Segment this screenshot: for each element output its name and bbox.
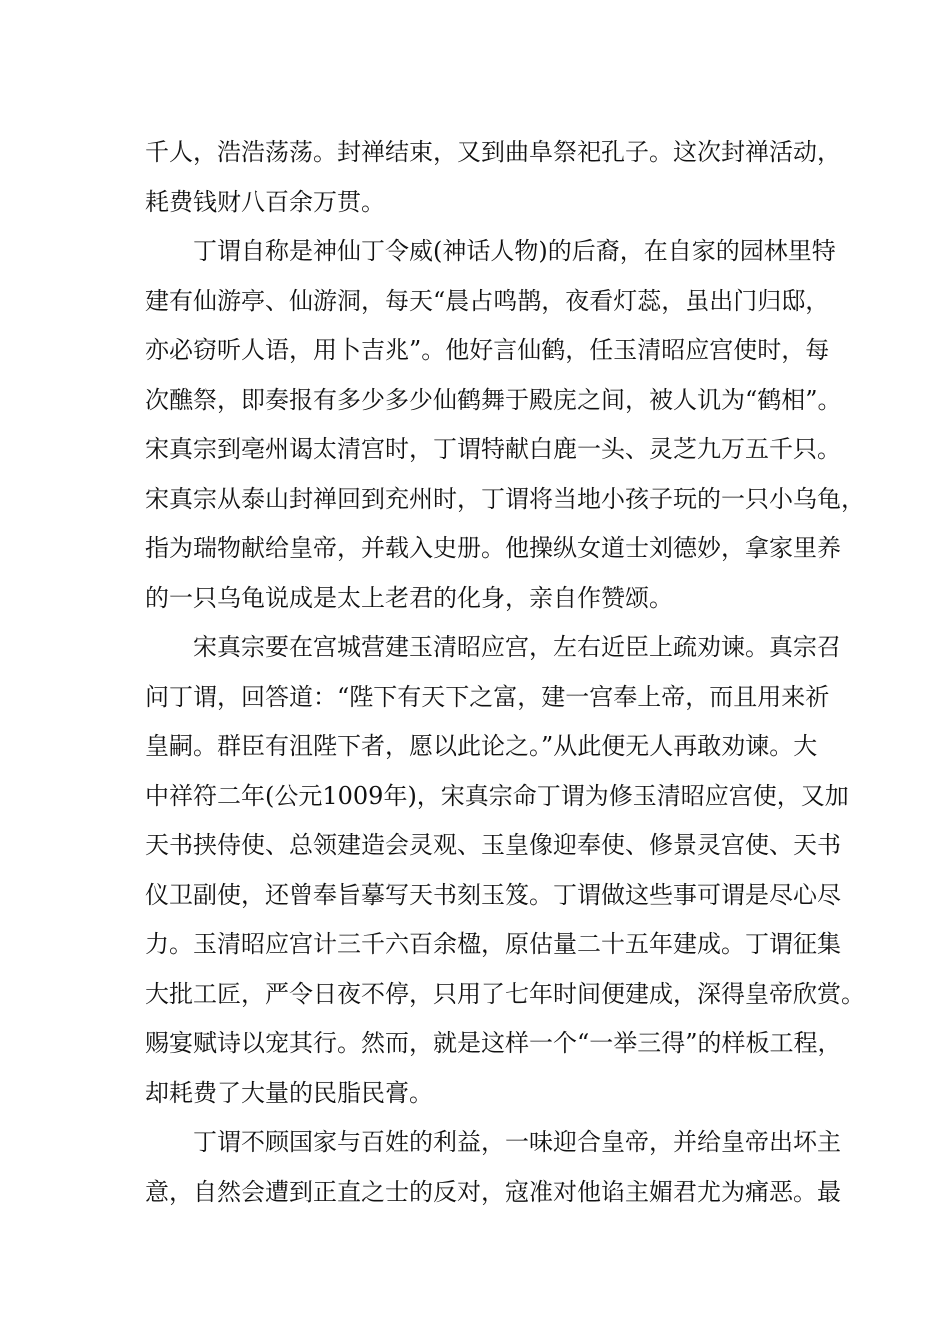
text-line: 宋真宗要在宫城营建玉清昭应宫，左右近臣上疏劝谏。真宗召 [193,633,841,661]
text-line: 问丁谓，回答道：“陛下有天下之富，建一宫奉上帝，而且用来祈 [145,682,830,711]
document-body [145,128,865,1217]
text-line: 宋真宗从泰山封禅回到充州时，丁谓将当地小孩子玩的一只小乌龟， [145,484,865,513]
text-line: 宋真宗到亳州谒太清宫时，丁谓特献白鹿一头、灵芝九万五千只。 [145,435,841,463]
text-line: 天书挟侍使、总领建造会灵观、玉皇像迎奉使、修景灵宫使、天书 [145,831,841,859]
text-line: 耗费钱财八百余万贯。 [145,187,385,216]
text-line: 中祥符二年(公元1009年)，宋真宗命丁谓为修玉清昭应宫使，又加 [145,781,849,810]
text-line: 皇嗣。群臣有沮陛下者，愿以此论之。”从此便无人再敢劝谏。大 [145,732,818,760]
text-line: 力。玉清昭应宫计三千六百余楹，原估量二十五年建成。丁谓征集 [145,930,841,958]
paragraph-2 [145,227,865,623]
text-line: 赐宴赋诗以宠其行。然而，就是这样一个“一举三得”的样板工程， [145,1029,842,1057]
paragraph-3 [145,623,865,1118]
paragraph-4 [145,1118,841,1217]
text-line: 大批工匠，严令日夜不停，只用了七年时间便建成，深得皇帝欣赏。 [145,979,865,1008]
text-line: 丁谓自称是神仙丁令威(神话人物)的后裔，在自家的园林里特 [193,237,836,265]
text-line: 亦必窃听人语，用卜吉兆”。他好言仙鹤，任玉清昭应宫使时，每 [145,336,830,364]
text-line: 意，自然会遭到正直之士的反对，寇准对他谄主媚君尤为痛恶。最 [145,1177,841,1206]
text-line: 千人，浩浩荡荡。封禅结束，又到曲阜祭祀孔子。这次封禅活动， [145,138,841,166]
text-line: 次醮祭，即奏报有多少多少仙鹤舞于殿庑之间，被人讥为“鹤相”。 [145,385,842,414]
text-line: 仪卫副使，还曾奉旨摹写天书刻玉笈。丁谓做这些事可谓是尽心尽 [145,880,841,909]
text-line: 丁谓不顾国家与百姓的利益，一味迎合皇帝，并给皇帝出坏主 [193,1128,841,1156]
text-line: 建有仙游亭、仙游洞，每天“晨占鸣鹊，夜看灯蕊，虽出门归邸， [145,286,830,315]
text-line: 却耗费了大量的民脂民膏。 [145,1078,433,1107]
text-line: 指为瑞物献给皇帝，并载入史册。他操纵女道士刘德妙，拿家里养 [145,534,841,562]
paragraph-1 [145,128,841,227]
text-line: 的一只乌龟说成是太上老君的化身，亲自作赞颂。 [145,583,673,612]
